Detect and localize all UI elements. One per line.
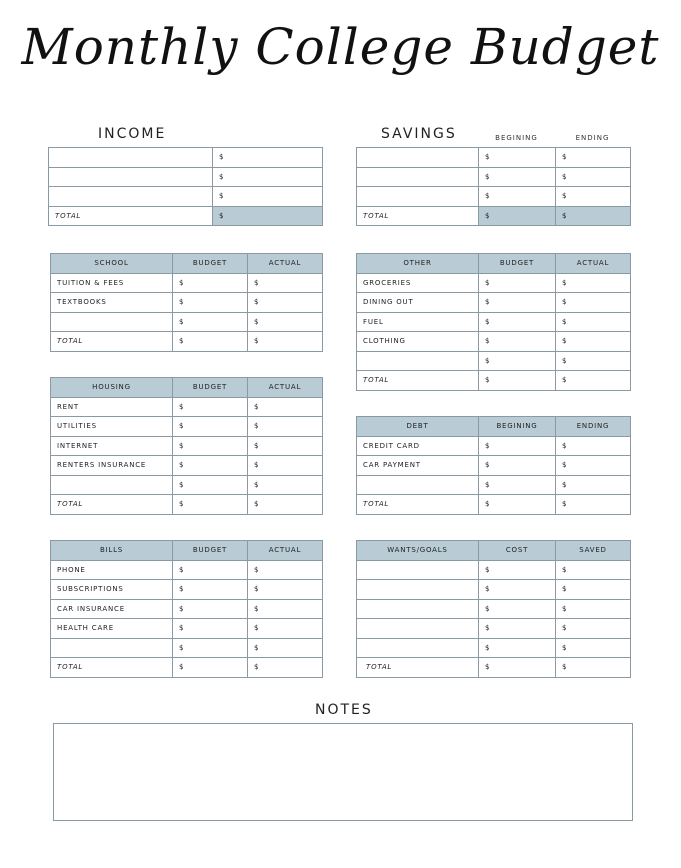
actual-total-cell[interactable] xyxy=(248,658,323,678)
cost-cell[interactable] xyxy=(479,638,556,658)
table-row xyxy=(51,495,323,515)
row-label: RENT xyxy=(51,397,173,417)
debt-header: DEBT xyxy=(357,417,479,437)
actual-cell[interactable] xyxy=(556,293,631,313)
row-label: GROCERIES xyxy=(357,273,479,293)
row-label[interactable] xyxy=(51,638,173,658)
savings-name-cell[interactable] xyxy=(357,167,479,187)
income-amount-cell[interactable] xyxy=(213,148,323,168)
actual-cell[interactable] xyxy=(248,560,323,580)
notes-title: NOTES xyxy=(315,702,373,718)
budget-cell[interactable] xyxy=(173,599,248,619)
actual-cell[interactable] xyxy=(248,397,323,417)
income-total-label: TOTAL xyxy=(49,206,213,226)
table-row xyxy=(357,206,631,226)
savings-begining-cell[interactable] xyxy=(479,187,556,207)
table-row xyxy=(49,206,323,226)
actual-header: ACTUAL xyxy=(248,254,323,274)
table-row xyxy=(357,148,631,168)
actual-total-cell[interactable] xyxy=(556,371,631,391)
budget-cell[interactable] xyxy=(173,417,248,437)
actual-header: ACTUAL xyxy=(248,541,323,561)
bills-table xyxy=(50,540,323,678)
table-row xyxy=(49,187,323,207)
begining-header: BEGINING xyxy=(479,417,556,437)
table-row xyxy=(357,456,631,476)
savings-total-ending[interactable] xyxy=(556,206,631,226)
other-header: OTHER xyxy=(357,254,479,274)
savings-total-label: TOTAL xyxy=(357,206,479,226)
ending-total-cell[interactable] xyxy=(556,495,631,515)
budget-cell[interactable] xyxy=(173,619,248,639)
table-row xyxy=(357,599,631,619)
table-row xyxy=(357,580,631,600)
ending-cell[interactable] xyxy=(556,456,631,476)
budget-header: BUDGET xyxy=(479,254,556,274)
saved-total-cell[interactable] xyxy=(556,658,631,678)
income-source-cell[interactable] xyxy=(49,187,213,207)
table-row xyxy=(357,475,631,495)
actual-cell[interactable] xyxy=(248,580,323,600)
savings-ending-cell[interactable] xyxy=(556,148,631,168)
actual-cell[interactable] xyxy=(248,456,323,476)
table-row xyxy=(51,599,323,619)
savings-ending-cell[interactable] xyxy=(556,167,631,187)
savings-name-cell[interactable] xyxy=(357,148,479,168)
row-label: CAR PAYMENT xyxy=(357,456,479,476)
table-row xyxy=(357,332,631,352)
row-label[interactable] xyxy=(357,638,479,658)
table-header-row xyxy=(51,254,323,274)
row-label: CLOTHING xyxy=(357,332,479,352)
table-row xyxy=(357,495,631,515)
actual-cell[interactable] xyxy=(248,599,323,619)
table-row xyxy=(357,436,631,456)
wants-goals-header: WANTS/GOALS xyxy=(357,541,479,561)
table-row xyxy=(357,619,631,639)
savings-title: SAVINGS xyxy=(381,126,457,142)
saved-cell[interactable] xyxy=(556,619,631,639)
actual-cell[interactable] xyxy=(248,619,323,639)
school-table xyxy=(50,253,323,352)
budget-total-cell[interactable] xyxy=(173,332,248,352)
begining-cell[interactable] xyxy=(479,456,556,476)
budget-cell[interactable] xyxy=(173,397,248,417)
table-row xyxy=(51,273,323,293)
budget-cell[interactable] xyxy=(173,273,248,293)
row-label: DINING OUT xyxy=(357,293,479,313)
table-row xyxy=(51,658,323,678)
table-row xyxy=(51,456,323,476)
budget-total-cell[interactable] xyxy=(173,658,248,678)
notes-box[interactable] xyxy=(53,723,633,821)
actual-cell[interactable] xyxy=(248,293,323,313)
housing-table xyxy=(50,377,323,515)
total-label: TOTAL xyxy=(357,495,479,515)
row-label: CAR INSURANCE xyxy=(51,599,173,619)
budget-total-cell[interactable] xyxy=(479,371,556,391)
other-table xyxy=(356,253,631,391)
budget-header: BUDGET xyxy=(173,541,248,561)
total-label: TOTAL xyxy=(51,332,173,352)
income-total-cell[interactable] xyxy=(213,206,323,226)
school-header: SCHOOL xyxy=(51,254,173,274)
total-label: TOTAL xyxy=(51,658,173,678)
budget-cell[interactable] xyxy=(173,475,248,495)
row-label: RENTERS INSURANCE xyxy=(51,456,173,476)
table-row xyxy=(51,293,323,313)
table-row xyxy=(51,619,323,639)
table-row xyxy=(51,417,323,437)
bills-header: BILLS xyxy=(51,541,173,561)
actual-cell[interactable] xyxy=(248,638,323,658)
cost-cell[interactable] xyxy=(479,619,556,639)
table-header-row xyxy=(51,378,323,398)
table-row xyxy=(357,312,631,332)
row-label: SUBSCRIPTIONS xyxy=(51,580,173,600)
table-row xyxy=(357,560,631,580)
ending-cell[interactable] xyxy=(556,436,631,456)
budget-cell[interactable] xyxy=(173,580,248,600)
table-row xyxy=(357,638,631,658)
saved-cell[interactable] xyxy=(556,599,631,619)
table-row xyxy=(357,293,631,313)
budget-cell[interactable] xyxy=(173,436,248,456)
budget-cell[interactable] xyxy=(173,293,248,313)
table-row xyxy=(51,436,323,456)
budget-cell[interactable] xyxy=(479,293,556,313)
savings-begining-header: BEGINING xyxy=(495,134,538,142)
actual-header: ACTUAL xyxy=(248,378,323,398)
table-row xyxy=(51,312,323,332)
total-label: TOTAL xyxy=(51,495,173,515)
actual-cell[interactable] xyxy=(248,273,323,293)
income-source-cell[interactable] xyxy=(49,167,213,187)
row-label: TEXTBOOKS xyxy=(51,293,173,313)
saved-header: SAVED xyxy=(556,541,631,561)
row-label[interactable] xyxy=(357,351,479,371)
row-label[interactable] xyxy=(357,619,479,639)
page-title: Monthly College Budget xyxy=(21,18,660,76)
savings-begining-cell[interactable] xyxy=(479,148,556,168)
cost-cell[interactable] xyxy=(479,580,556,600)
savings-name-cell[interactable] xyxy=(357,187,479,207)
row-label[interactable] xyxy=(357,580,479,600)
begining-cell[interactable] xyxy=(479,475,556,495)
savings-ending-cell[interactable] xyxy=(556,187,631,207)
table-row xyxy=(357,187,631,207)
saved-cell[interactable] xyxy=(556,560,631,580)
table-row xyxy=(357,273,631,293)
row-label: HEALTH CARE xyxy=(51,619,173,639)
budget-cell[interactable] xyxy=(173,638,248,658)
row-label[interactable] xyxy=(51,475,173,495)
actual-cell[interactable] xyxy=(248,436,323,456)
actual-cell[interactable] xyxy=(556,312,631,332)
table-row xyxy=(357,351,631,371)
row-label[interactable] xyxy=(51,312,173,332)
wants-goals-table xyxy=(356,540,631,678)
total-label: TOTAL xyxy=(357,658,479,678)
table-row xyxy=(51,332,323,352)
housing-header: HOUSING xyxy=(51,378,173,398)
savings-begining-cell[interactable] xyxy=(479,167,556,187)
budget-cell[interactable] xyxy=(479,273,556,293)
actual-header: ACTUAL xyxy=(556,254,631,274)
table-row xyxy=(357,658,631,678)
table-row xyxy=(49,167,323,187)
row-label: PHONE xyxy=(51,560,173,580)
budget-cell[interactable] xyxy=(479,312,556,332)
saved-cell[interactable] xyxy=(556,580,631,600)
row-label: FUEL xyxy=(357,312,479,332)
table-row xyxy=(357,371,631,391)
total-label: TOTAL xyxy=(357,371,479,391)
cost-header: COST xyxy=(479,541,556,561)
budget-cell[interactable] xyxy=(173,456,248,476)
actual-total-cell[interactable] xyxy=(248,332,323,352)
row-label: TUITION & FEES xyxy=(51,273,173,293)
table-row xyxy=(51,475,323,495)
budget-header: BUDGET xyxy=(173,378,248,398)
cost-total-cell[interactable] xyxy=(479,658,556,678)
table-row xyxy=(51,560,323,580)
begining-cell[interactable] xyxy=(479,436,556,456)
row-label: CREDIT CARD xyxy=(357,436,479,456)
table-header-row xyxy=(357,541,631,561)
budget-header: BUDGET xyxy=(173,254,248,274)
income-table xyxy=(48,147,323,226)
budget-cell[interactable] xyxy=(173,312,248,332)
actual-cell[interactable] xyxy=(248,312,323,332)
table-row xyxy=(357,167,631,187)
actual-cell[interactable] xyxy=(248,417,323,437)
table-header-row xyxy=(51,541,323,561)
income-title: INCOME xyxy=(98,126,167,142)
cost-cell[interactable] xyxy=(479,599,556,619)
table-row xyxy=(49,148,323,168)
budget-cell[interactable] xyxy=(479,351,556,371)
row-label: INTERNET xyxy=(51,436,173,456)
actual-cell[interactable] xyxy=(556,332,631,352)
saved-cell[interactable] xyxy=(556,638,631,658)
actual-cell[interactable] xyxy=(248,475,323,495)
budget-cell[interactable] xyxy=(479,332,556,352)
savings-table xyxy=(356,147,631,226)
savings-total-begining[interactable] xyxy=(479,206,556,226)
row-label[interactable] xyxy=(357,475,479,495)
income-amount-cell[interactable] xyxy=(213,187,323,207)
budget-total-cell[interactable] xyxy=(173,495,248,515)
row-label[interactable] xyxy=(357,599,479,619)
begining-total-cell[interactable] xyxy=(479,495,556,515)
table-header-row xyxy=(357,417,631,437)
debt-table xyxy=(356,416,631,515)
income-amount-cell[interactable] xyxy=(213,167,323,187)
actual-cell[interactable] xyxy=(556,273,631,293)
table-header-row xyxy=(357,254,631,274)
budget-cell[interactable] xyxy=(173,560,248,580)
savings-ending-header: ENDING xyxy=(575,134,610,142)
income-source-cell[interactable] xyxy=(49,148,213,168)
table-row xyxy=(51,580,323,600)
actual-total-cell[interactable] xyxy=(248,495,323,515)
table-row xyxy=(51,397,323,417)
ending-header: ENDING xyxy=(556,417,631,437)
row-label[interactable] xyxy=(357,560,479,580)
actual-cell[interactable] xyxy=(556,351,631,371)
row-label: UTILITIES xyxy=(51,417,173,437)
table-row xyxy=(51,638,323,658)
cost-cell[interactable] xyxy=(479,560,556,580)
ending-cell[interactable] xyxy=(556,475,631,495)
